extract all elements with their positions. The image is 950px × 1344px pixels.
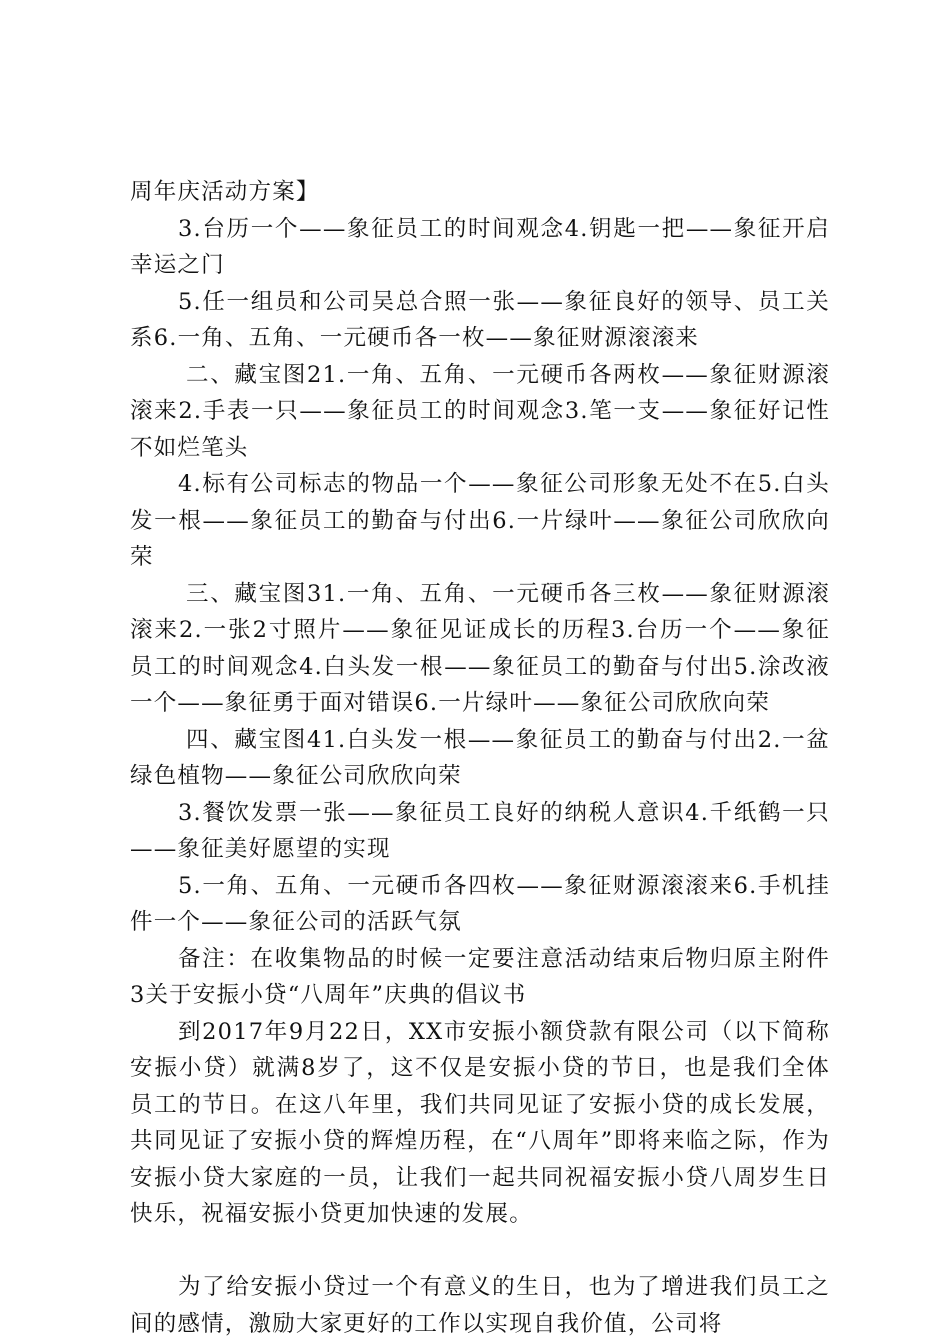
document-paragraph: 到2017年9月22日，XX市安振小额贷款有限公司（以下简称安振小贷）就满8岁了，这不仅是安振小贷的节日，也是我们全体员工的节日。在这八年里，我们共同见证了安振小贷的成长发展，共同见证了安振小贷的辉煌历程，在“八周年”即将来临之际，作为安振小贷大家庭的一员，让我们一起共同祝福安振小贷八周岁生日快乐，祝福安振小贷更加快速的发展。 [130, 1018, 830, 1227]
document-paragraph: 三、藏宝图31.一角、五角、一元硬币各三枚——象征财源滚滚来2.一张2寸照片——象征见证成长的历程3.台历一个——象征员工的时间观念4.白头发一根——象征员工的勤奋与付出5.涂改液一个——象征勇于面对错误6.一片绿叶——象征公司欣欣向荣 [130, 580, 830, 716]
document-paragraph: 5.一角、五角、一元硬币各四枚——象征财源滚滚来6.手机挂件一个——象征公司的活跃气氛 [130, 872, 830, 935]
document-paragraph: 四、藏宝图41.白头发一根——象征员工的勤奋与付出2.一盆绿色植物——象征公司欣欣向荣 [130, 726, 830, 789]
document-paragraph: 4.标有公司标志的物品一个——象征公司形象无处不在5.白头发一根——象征员工的勤奋与付出6.一片绿叶——象征公司欣欣向荣 [130, 471, 830, 570]
document-paragraph: 二、藏宝图21.一角、五角、一元硬币各两枚——象征财源滚滚来2.手表一只——象征员工的时间观念3.笔一支——象征好记性不如烂笔头 [130, 361, 830, 461]
document-paragraph: 5.任一组员和公司吴总合照一张——象征良好的领导、员工关系6.一角、五角、一元硬币各一枚——象征财源滚滚来 [130, 288, 830, 351]
document-paragraph: 为了给安振小贷过一个有意义的生日，也为了增进我们员工之间的感情，激励大家更好的工作以实现自我价值，公司将 [130, 1274, 830, 1337]
document-body [130, 174, 830, 1342]
document-paragraph: 周年庆活动方案】 [130, 179, 320, 205]
document-paragraph: 3.台历一个——象征员工的时间观念4.钥匙一把——象征开启幸运之门 [130, 215, 830, 278]
paragraph-spacer [130, 1233, 830, 1270]
document-paragraph: 3.餐饮发票一张——象征员工良好的纳税人意识4.千纸鹤一只——象征美好愿望的实现 [130, 799, 830, 862]
document-paragraph: 备注：在收集物品的时候一定要注意活动结束后物归原主附件3关于安振小贷“八周年”庆典的倡议书 [130, 945, 830, 1008]
